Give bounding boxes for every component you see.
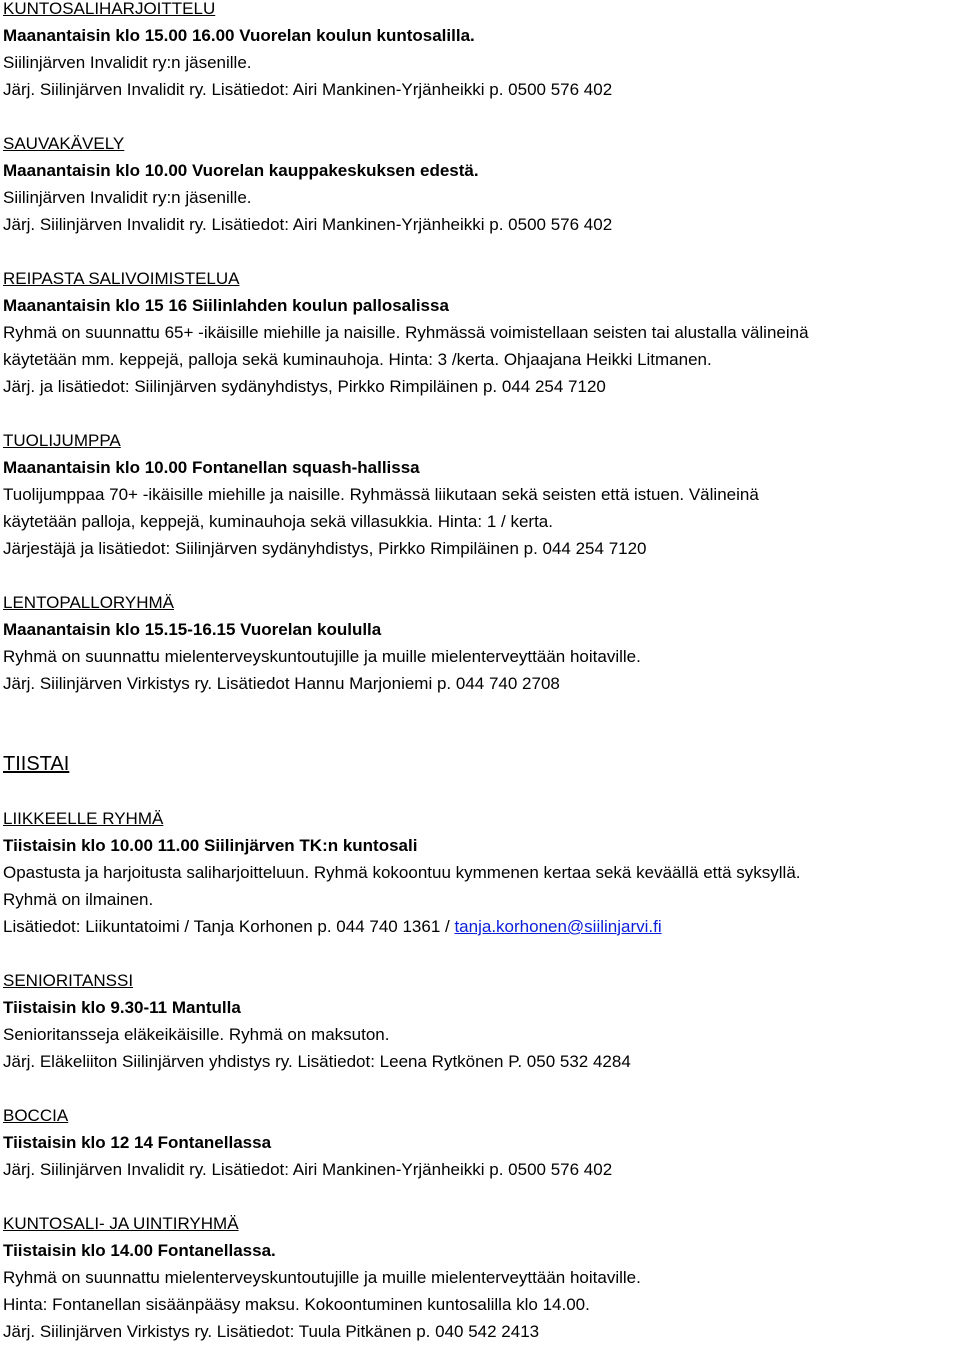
section-line: Siilinjärven Invalidit ry:n jäsenille. — [3, 188, 252, 207]
spacer — [3, 778, 958, 805]
section-line: Järj. Siilinjärven Invalidit ry. Lisätiedot: Airi Mankinen-Yrjänheikki p. 0500 576 402 — [3, 80, 613, 99]
section-line: Järj. Siilinjärven Virkistys ry. Lisätiedot: Tuula Pitkänen p. 040 542 2413 — [3, 1322, 540, 1341]
section-line: Järj. Siilinjärven Invalidit ry. Lisätiedot: Airi Mankinen-Yrjänheikki p. 0500 576 402 — [3, 215, 613, 234]
section-time: Tiistaisin klo 10.00 11.00 Siilinjärven TK:n kuntosali — [3, 836, 418, 855]
spacer — [3, 1075, 958, 1102]
section-title: SENIORITANSSI — [3, 971, 134, 990]
section-time: Maanantaisin klo 10.00 Vuorelan kauppakeskuksen edestä. — [3, 161, 479, 180]
section-line: Järj. Siilinjärven Virkistys ry. Lisätiedot Hannu Marjoniemi p. 044 740 2708 — [3, 674, 560, 693]
spacer — [3, 400, 958, 427]
section-line: käytetään mm. keppejä, palloja sekä kuminauhoja. Hinta: 3 /kerta. Ohjaajana Heikki Litmanen. — [3, 350, 712, 369]
section-time: Maanantaisin klo 15.15-16.15 Vuorelan koululla — [3, 620, 382, 639]
section-time: Maanantaisin klo 10.00 Fontanellan squash-hallissa — [3, 458, 420, 477]
section-kuntosali-ja-uintiryhma — [3, 1210, 958, 1345]
section-line: Ryhmä on suunnattu mielenterveyskuntoutujille ja muille mielenterveyttään hoitaville. — [3, 1268, 641, 1287]
spacer — [3, 940, 958, 967]
spacer — [3, 103, 958, 130]
spacer — [3, 1183, 958, 1210]
section-time: Tiistaisin klo 9.30-11 Mantulla — [3, 998, 241, 1017]
section-boccia — [3, 1102, 958, 1183]
section-title: BOCCIA — [3, 1106, 69, 1125]
document-page — [3, 0, 958, 1345]
section-lentopalloryhma — [3, 589, 958, 697]
section-line: Tuolijumppaa 70+ -ikäisille miehille ja naisille. Ryhmässä liikutaan sekä seisten että istuen. Välineinä — [3, 485, 759, 504]
section-title: SAUVAKÄVELY — [3, 134, 125, 153]
section-title: LIIKKEELLE RYHMÄ — [3, 809, 164, 828]
section-sauvakavely — [3, 130, 958, 238]
section-line: Järj. Eläkeliiton Siilinjärven yhdistys ry. Lisätiedot: Leena Rytkönen P. 050 532 4284 — [3, 1052, 631, 1071]
section-line: Opastusta ja harjoitusta saliharjoitteluun. Ryhmä kokoontuu kymmenen kertaa sekä keväällä että syksyllä. — [3, 863, 801, 882]
section-time: Tiistaisin klo 14.00 Fontanellassa. — [3, 1241, 276, 1260]
section-line: Ryhmä on suunnattu 65+ -ikäisille miehille ja naisille. Ryhmässä voimistellaan seisten tai alustalla välineinä — [3, 323, 809, 342]
section-line: Siilinjärven Invalidit ry:n jäsenille. — [3, 53, 252, 72]
spacer — [3, 697, 958, 751]
spacer — [3, 562, 958, 589]
section-line: Järj. Siilinjärven Invalidit ry. Lisätiedot: Airi Mankinen-Yrjänheikki p. 0500 576 402 — [3, 1160, 613, 1179]
section-line: käytetään palloja, keppejä, kuminauhoja sekä villasukkia. Hinta: 1 / kerta. — [3, 512, 553, 531]
section-time: Maanantaisin klo 15.00 16.00 Vuorelan koulun kuntosalilla. — [3, 26, 475, 45]
section-liikkeelle-ryhma — [3, 805, 958, 940]
section-time: Tiistaisin klo 12 14 Fontanellassa — [3, 1133, 272, 1152]
contact-text: Lisätiedot: Liikuntatoimi / Tanja Korhonen p. 044 740 1361 / — [3, 917, 455, 936]
section-line: Senioritansseja eläkeikäisille. Ryhmä on maksuton. — [3, 1025, 390, 1044]
section-kuntosaliharjoittelu — [3, 0, 958, 103]
section-line: Ryhmä on ilmainen. — [3, 890, 154, 909]
section-senioritanssi — [3, 967, 958, 1075]
spacer — [3, 238, 958, 265]
section-title: LENTOPALLORYHMÄ — [3, 593, 175, 612]
section-line: Järjestäjä ja lisätiedot: Siilinjärven sydänyhdistys, Pirkko Rimpiläinen p. 044 254 7120 — [3, 539, 647, 558]
section-title: KUNTOSALIHARJOITTELU — [3, 0, 216, 18]
section-reipasta-salivoimistelua — [3, 265, 958, 400]
section-title: REIPASTA SALIVOIMISTELUA — [3, 269, 240, 288]
section-line: Hinta: Fontanellan sisäänpääsy maksu. Kokoontuminen kuntosalilla klo 14.00. — [3, 1295, 590, 1314]
day-heading: TIISTAI — [3, 753, 70, 775]
email-link[interactable]: tanja.korhonen@siilinjarvi.fi — [454, 917, 662, 936]
section-title: TUOLIJUMPPA — [3, 431, 121, 450]
section-time: Maanantaisin klo 15 16 Siilinlahden koulun pallosalissa — [3, 296, 449, 315]
contact-line — [3, 913, 958, 940]
section-title: KUNTOSALI- JA UINTIRYHMÄ — [3, 1214, 239, 1233]
section-tuolijumppa — [3, 427, 958, 562]
section-line: Järj. ja lisätiedot: Siilinjärven sydänyhdistys, Pirkko Rimpiläinen p. 044 254 7120 — [3, 377, 606, 396]
section-line: Ryhmä on suunnattu mielenterveyskuntoutujille ja muille mielenterveyttään hoitaville. — [3, 647, 641, 666]
